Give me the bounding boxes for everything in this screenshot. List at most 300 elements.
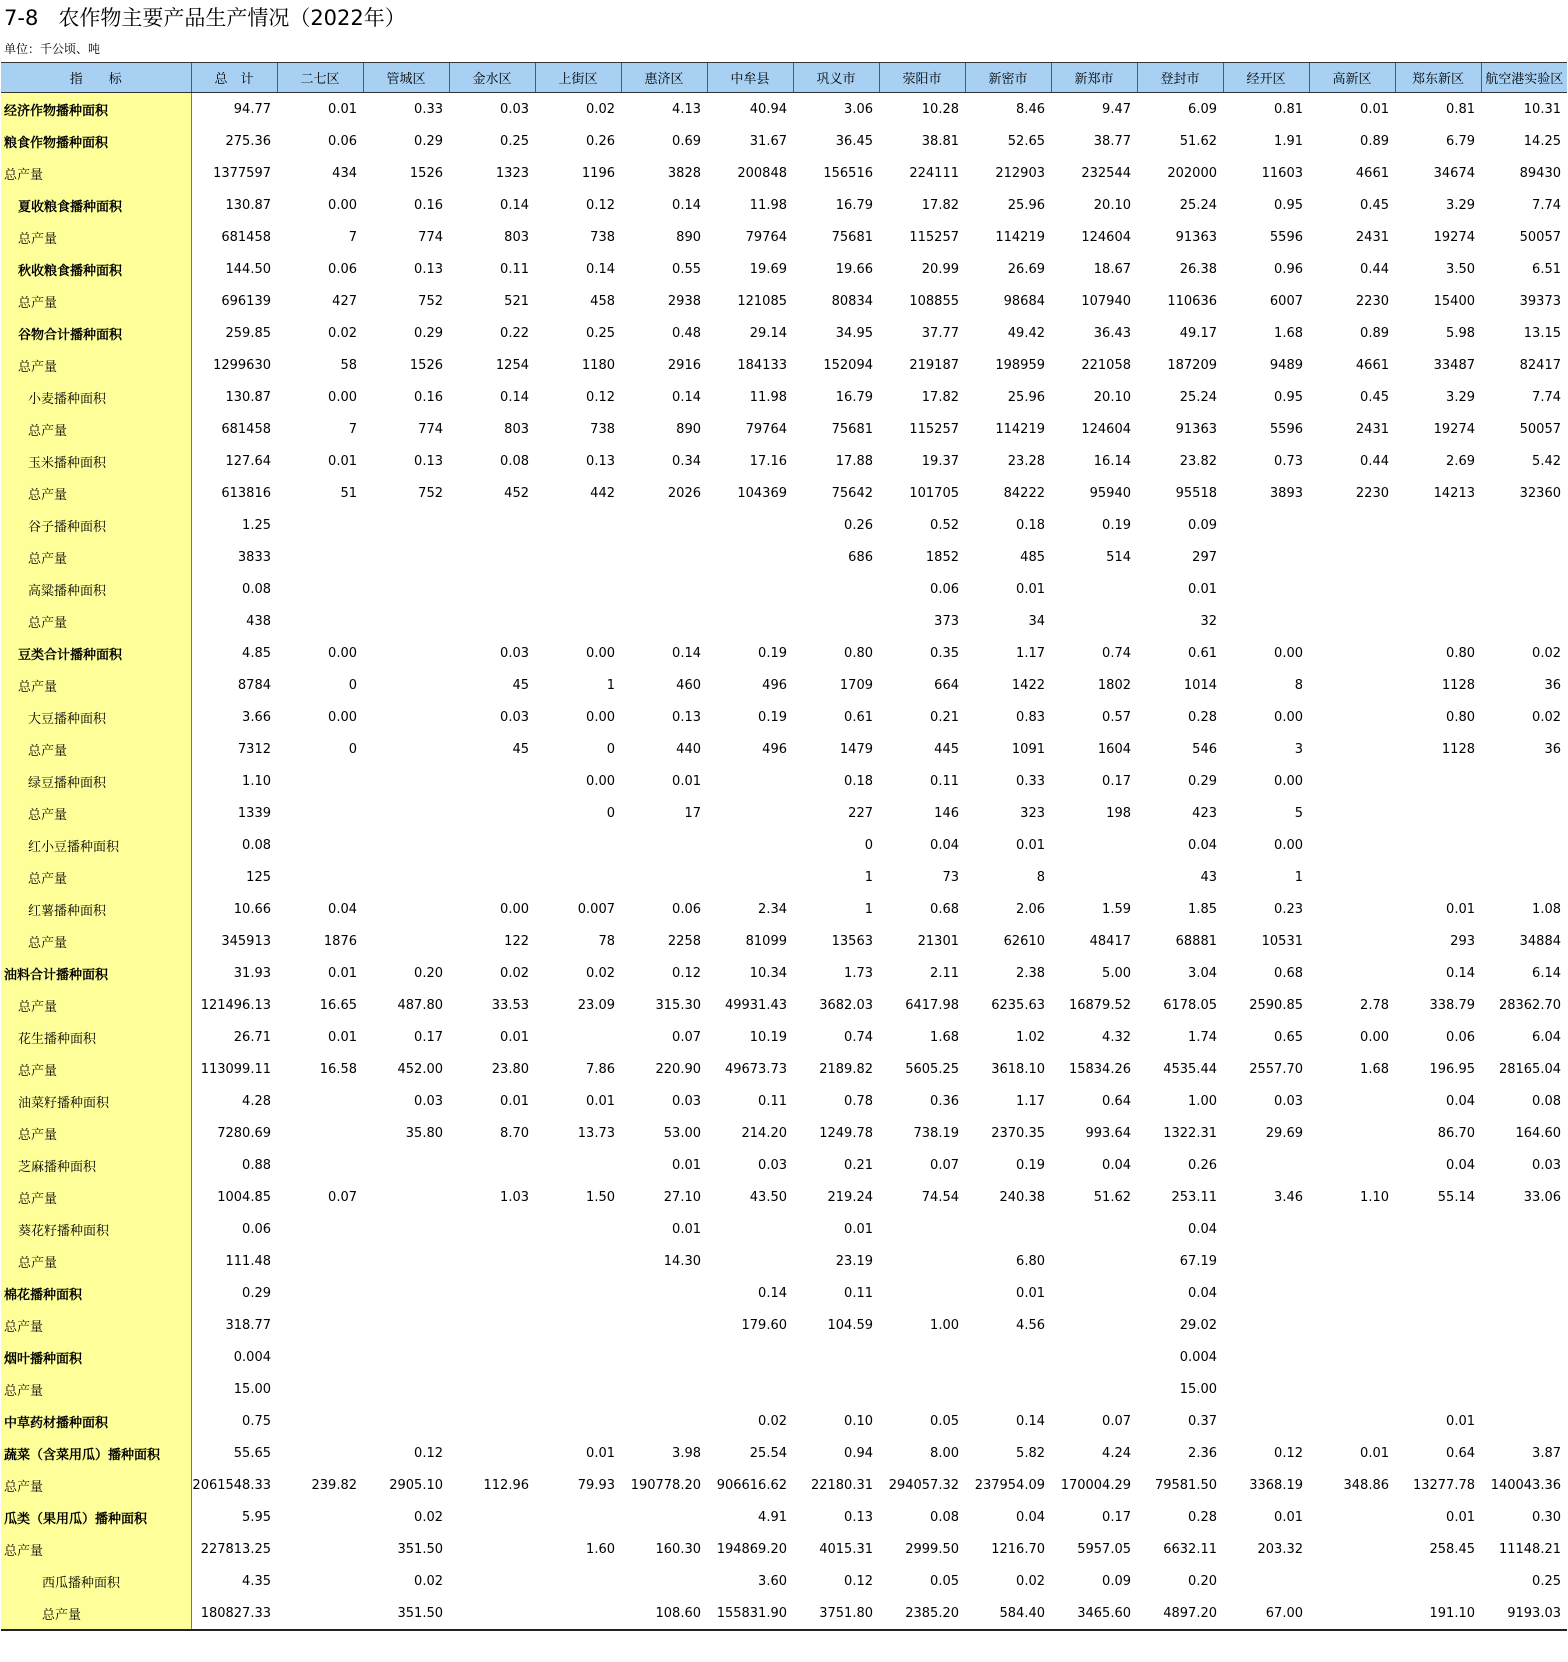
table-cell — [449, 573, 535, 605]
table-cell: 73 — [942, 869, 959, 885]
table-cell — [363, 573, 449, 605]
table-cell: 0.14 — [1016, 1413, 1045, 1429]
table-cell — [1309, 829, 1395, 861]
table-cell: 43 — [1200, 869, 1217, 885]
table-cell: 0.33 — [414, 101, 443, 117]
table-cell: 890 — [676, 421, 701, 437]
table-cell: 2189.82 — [819, 1061, 873, 1077]
table-cell: 345913 — [221, 933, 271, 949]
table-cell: 0.08 — [500, 453, 529, 469]
table-cell — [621, 1309, 707, 1341]
table-cell: 74.54 — [921, 1189, 959, 1205]
table-cell: 993.64 — [1085, 1125, 1131, 1141]
table-cell: 81099 — [745, 933, 787, 949]
table-cell: 0.20 — [414, 965, 443, 981]
table-cell — [707, 797, 793, 829]
table-cell — [1395, 765, 1481, 797]
table-cell — [1481, 509, 1567, 541]
row-label: 总产量 — [1, 1053, 191, 1085]
column-header: 金水区 — [449, 63, 535, 93]
row-label: 棉花播种面积 — [1, 1277, 191, 1309]
row-label: 总产量 — [1, 1245, 191, 1277]
table-cell: 200848 — [737, 165, 787, 181]
table-cell — [1395, 509, 1481, 541]
table-cell: 121496.13 — [200, 997, 271, 1013]
table-cell — [965, 1341, 1051, 1373]
table-cell: 0 — [606, 805, 615, 821]
table-cell: 0.13 — [672, 709, 701, 725]
table-cell: 3682.03 — [819, 997, 873, 1013]
table-cell: 7.74 — [1532, 197, 1561, 213]
table-cell: 4661 — [1355, 357, 1389, 373]
table-cell: 49673.73 — [724, 1061, 787, 1077]
table-cell: 0.64 — [1446, 1445, 1475, 1461]
row-label: 总产量 — [1, 1373, 191, 1405]
table-row — [1, 413, 1567, 445]
table-cell: 11603 — [1261, 165, 1303, 181]
table-cell: 187209 — [1167, 357, 1217, 373]
table-cell: 1377597 — [213, 165, 271, 181]
table-cell — [1481, 605, 1567, 637]
table-cell — [707, 1213, 793, 1245]
table-cell: 8 — [1036, 869, 1045, 885]
table-cell: 1.03 — [500, 1189, 529, 1205]
table-cell — [277, 1533, 363, 1565]
table-cell — [707, 605, 793, 637]
table-cell: 9489 — [1269, 357, 1303, 373]
table-cell: 8784 — [237, 677, 271, 693]
table-cell: 0.09 — [1188, 517, 1217, 533]
table-cell: 1422 — [1011, 677, 1045, 693]
table-cell: 91363 — [1175, 421, 1217, 437]
table-cell: 104369 — [737, 485, 787, 501]
table-cell: 0.01 — [1016, 581, 1045, 597]
table-cell — [535, 1213, 621, 1245]
row-label: 总产量 — [1, 1469, 191, 1501]
table-cell: 0.13 — [586, 453, 615, 469]
table-cell — [1309, 925, 1395, 957]
table-cell — [707, 829, 793, 861]
table-cell — [621, 605, 707, 637]
table-cell: 3.87 — [1532, 1445, 1561, 1461]
table-cell — [1051, 573, 1137, 605]
table-cell: 49931.43 — [724, 997, 787, 1013]
table-cell: 0.19 — [1016, 1157, 1045, 1173]
table-cell: 5605.25 — [905, 1061, 959, 1077]
table-cell: 0.07 — [328, 1189, 357, 1205]
table-cell — [1051, 1245, 1137, 1277]
table-cell: 0.01 — [586, 1445, 615, 1461]
table-cell: 14.25 — [1523, 133, 1561, 149]
table-row — [1, 157, 1567, 189]
row-label: 总产量 — [1, 925, 191, 957]
table-cell: 0.73 — [1274, 453, 1303, 469]
table-cell: 95940 — [1089, 485, 1131, 501]
table-cell: 6417.98 — [905, 997, 959, 1013]
table-cell — [1309, 1373, 1395, 1405]
table-cell — [1395, 861, 1481, 893]
table-cell: 0.14 — [758, 1285, 787, 1301]
table-cell: 0.89 — [1360, 133, 1389, 149]
table-cell: 10531 — [1261, 933, 1303, 949]
table-cell: 160.30 — [655, 1541, 701, 1557]
table-cell — [1481, 765, 1567, 797]
table-row — [1, 861, 1567, 893]
table-cell — [363, 1213, 449, 1245]
table-cell: 0.06 — [672, 901, 701, 917]
table-cell — [449, 1405, 535, 1437]
table-cell: 0.02 — [1016, 1573, 1045, 1589]
table-cell: 53.00 — [663, 1125, 701, 1141]
header-row — [1, 63, 1567, 93]
table-cell: 16.58 — [319, 1061, 357, 1077]
table-cell: 0.00 — [586, 773, 615, 789]
table-cell: 26.38 — [1179, 261, 1217, 277]
table-cell: 110636 — [1167, 293, 1217, 309]
table-cell — [793, 573, 879, 605]
table-cell — [621, 509, 707, 541]
table-cell — [1395, 1565, 1481, 1597]
table-cell: 0.11 — [758, 1093, 787, 1109]
table-cell: 2230 — [1355, 293, 1389, 309]
table-row — [1, 1437, 1567, 1469]
table-cell: 0.06 — [930, 581, 959, 597]
table-cell: 164.60 — [1515, 1125, 1561, 1141]
table-cell: 0.07 — [672, 1029, 701, 1045]
table-cell: 0.03 — [500, 709, 529, 725]
table-cell: 0.68 — [930, 901, 959, 917]
table-cell: 0.06 — [328, 261, 357, 277]
table-cell: 1.25 — [242, 517, 271, 533]
table-cell: 1091 — [1011, 741, 1045, 757]
table-cell — [621, 1565, 707, 1597]
table-cell: 170004.29 — [1060, 1477, 1131, 1493]
table-cell — [449, 861, 535, 893]
table-row — [1, 445, 1567, 477]
table-cell: 1.91 — [1274, 133, 1303, 149]
column-header: 荥阳市 — [879, 63, 965, 93]
table-cell: 112.96 — [483, 1477, 529, 1493]
row-label: 总产量 — [1, 733, 191, 765]
table-cell: 0.007 — [577, 901, 615, 917]
table-cell: 10.34 — [749, 965, 787, 981]
table-cell: 19274 — [1433, 229, 1475, 245]
table-cell — [1395, 797, 1481, 829]
table-cell: 0.01 — [1274, 1509, 1303, 1525]
table-cell: 219187 — [909, 357, 959, 373]
table-cell — [363, 893, 449, 925]
table-cell: 48417 — [1089, 933, 1131, 949]
table-cell — [277, 797, 363, 829]
table-cell: 338.79 — [1429, 997, 1475, 1013]
table-cell: 26.71 — [233, 1029, 271, 1045]
table-cell — [1223, 1309, 1309, 1341]
table-cell: 1.10 — [242, 773, 271, 789]
table-cell: 318.77 — [225, 1317, 271, 1333]
table-cell: 1.10 — [1360, 1189, 1389, 1205]
table-cell — [1051, 829, 1137, 861]
table-cell: 111.48 — [225, 1253, 271, 1269]
table-cell: 2938 — [667, 293, 701, 309]
table-cell: 43.50 — [749, 1189, 787, 1205]
table-cell: 3.29 — [1446, 197, 1475, 213]
table-cell: 17.88 — [835, 453, 873, 469]
table-cell: 0.08 — [1532, 1093, 1561, 1109]
table-cell — [1051, 861, 1137, 893]
table-cell — [1395, 1373, 1481, 1405]
table-cell: 13563 — [831, 933, 873, 949]
table-cell: 34 — [1028, 613, 1045, 629]
table-cell — [1481, 1341, 1567, 1373]
table-cell: 125 — [246, 869, 271, 885]
table-cell: 0.07 — [930, 1157, 959, 1173]
row-label: 总产量 — [1, 1181, 191, 1213]
table-cell — [277, 765, 363, 797]
table-cell: 1.59 — [1102, 901, 1131, 917]
table-cell: 16.79 — [835, 197, 873, 213]
table-cell — [1051, 1213, 1137, 1245]
table-cell: 0.17 — [414, 1029, 443, 1045]
table-cell: 0.07 — [1102, 1413, 1131, 1429]
table-cell: 3618.10 — [991, 1061, 1045, 1077]
table-row — [1, 1053, 1567, 1085]
table-row — [1, 1565, 1567, 1597]
table-cell — [363, 797, 449, 829]
table-cell: 0.02 — [414, 1573, 443, 1589]
table-cell — [1395, 1277, 1481, 1309]
table-cell: 0.36 — [930, 1093, 959, 1109]
table-cell — [535, 1021, 621, 1053]
table-cell — [363, 1309, 449, 1341]
table-cell: 17.82 — [921, 389, 959, 405]
row-label: 红薯播种面积 — [1, 893, 191, 925]
table-cell: 114219 — [995, 421, 1045, 437]
table-cell — [621, 861, 707, 893]
table-cell — [277, 1213, 363, 1245]
table-cell — [363, 701, 449, 733]
table-cell — [449, 1149, 535, 1181]
table-cell: 0.28 — [1188, 1509, 1217, 1525]
table-cell: 0.04 — [930, 837, 959, 853]
table-cell — [1309, 733, 1395, 765]
table-cell: 95518 — [1175, 485, 1217, 501]
table-cell: 198 — [1106, 805, 1131, 821]
table-cell — [363, 1149, 449, 1181]
table-cell: 0.00 — [328, 197, 357, 213]
table-cell: 0.02 — [1532, 645, 1561, 661]
table-cell: 0.04 — [1016, 1509, 1045, 1525]
table-cell: 55.14 — [1437, 1189, 1475, 1205]
table-cell: 1.00 — [930, 1317, 959, 1333]
table-cell — [535, 1245, 621, 1277]
table-row — [1, 189, 1567, 221]
table-cell: 50057 — [1519, 421, 1561, 437]
table-cell: 115257 — [909, 229, 959, 245]
table-cell: 34.95 — [835, 325, 873, 341]
table-cell — [1309, 765, 1395, 797]
table-row — [1, 573, 1567, 605]
row-label: 总产量 — [1, 669, 191, 701]
table-cell: 0.45 — [1360, 389, 1389, 405]
table-cell — [449, 509, 535, 541]
table-row — [1, 1373, 1567, 1405]
table-cell: 5596 — [1269, 229, 1303, 245]
table-cell: 0.11 — [930, 773, 959, 789]
table-cell: 6.04 — [1532, 1029, 1561, 1045]
table-row — [1, 477, 1567, 509]
table-cell: 203.32 — [1257, 1541, 1303, 1557]
column-header: 登封市 — [1137, 63, 1223, 93]
row-label: 谷物合计播种面积 — [1, 317, 191, 349]
row-label: 总产量 — [1, 541, 191, 573]
table-cell: 6.51 — [1532, 261, 1561, 277]
table-cell: 84222 — [1003, 485, 1045, 501]
table-cell: 1004.85 — [217, 1189, 271, 1205]
table-cell: 0.01 — [328, 965, 357, 981]
table-cell: 108855 — [909, 293, 959, 309]
table-cell — [1481, 861, 1567, 893]
table-cell: 2590.85 — [1249, 997, 1303, 1013]
table-title: 7-8 农作物主要产品生产情况（2022年） — [4, 6, 406, 30]
column-header: 惠济区 — [621, 63, 707, 93]
table-cell: 23.09 — [577, 997, 615, 1013]
table-cell — [1309, 573, 1395, 605]
table-cell: 8.70 — [500, 1125, 529, 1141]
table-cell: 227 — [848, 805, 873, 821]
table-cell — [1309, 1149, 1395, 1181]
table-cell: 0.26 — [844, 517, 873, 533]
table-cell: 259.85 — [225, 325, 271, 341]
table-cell: 445 — [934, 741, 959, 757]
table-cell: 37.77 — [921, 325, 959, 341]
table-cell: 1.68 — [1360, 1061, 1389, 1077]
row-label: 总产量 — [1, 477, 191, 509]
table-cell: 0 — [348, 741, 357, 757]
table-cell: 34674 — [1433, 165, 1475, 181]
unit-note: 单位：千公顷、吨 — [4, 42, 101, 56]
table-cell: 36 — [1544, 677, 1561, 693]
table-row — [1, 893, 1567, 925]
table-cell: 0.04 — [1102, 1157, 1131, 1173]
table-cell: 68881 — [1175, 933, 1217, 949]
table-cell: 1128 — [1441, 741, 1475, 757]
table-cell: 2.36 — [1188, 1445, 1217, 1461]
table-cell: 1 — [864, 869, 873, 885]
table-cell — [707, 573, 793, 605]
table-cell — [535, 541, 621, 573]
table-cell: 29.69 — [1265, 1125, 1303, 1141]
row-label: 总产量 — [1, 861, 191, 893]
table-cell: 0.17 — [1102, 1509, 1131, 1525]
table-cell: 0.04 — [1188, 1221, 1217, 1237]
table-cell — [277, 1565, 363, 1597]
table-cell: 3465.60 — [1051, 1597, 1137, 1630]
table-cell: 180827.33 — [191, 1597, 277, 1630]
table-cell: 0.05 — [930, 1573, 959, 1589]
table-cell: 0.12 — [1274, 1445, 1303, 1461]
table-cell: 1 — [1294, 869, 1303, 885]
table-cell — [1309, 669, 1395, 701]
table-cell: 45 — [512, 677, 529, 693]
table-cell — [1309, 1501, 1395, 1533]
table-cell — [621, 1341, 707, 1373]
table-cell: 0.19 — [758, 645, 787, 661]
table-cell — [449, 1373, 535, 1405]
table-cell: 0.01 — [1016, 1285, 1045, 1301]
row-label: 谷子播种面积 — [1, 509, 191, 541]
table-cell: 0.68 — [1274, 965, 1303, 981]
table-cell — [449, 765, 535, 797]
table-cell: 1323 — [495, 165, 529, 181]
table-cell: 752 — [418, 485, 443, 501]
table-cell: 58 — [340, 357, 357, 373]
table-cell: 613816 — [221, 485, 271, 501]
table-cell: 38.77 — [1093, 133, 1131, 149]
table-cell: 664 — [934, 677, 959, 693]
table-cell: 2.78 — [1360, 997, 1389, 1013]
table-cell: 20.10 — [1093, 389, 1131, 405]
table-cell: 0.02 — [500, 965, 529, 981]
table-cell: 0.01 — [500, 1093, 529, 1109]
table-cell — [1309, 1085, 1395, 1117]
row-label: 总产量 — [1, 1597, 191, 1630]
table-row — [1, 1597, 1567, 1630]
table-cell: 0.14 — [672, 197, 701, 213]
table-cell: 1 — [864, 901, 873, 917]
column-header: 巩义市 — [793, 63, 879, 93]
table-body — [1, 93, 1567, 1631]
table-cell: 0.10 — [844, 1413, 873, 1429]
table-cell: 1322.31 — [1163, 1125, 1217, 1141]
table-cell: 19.69 — [749, 261, 787, 277]
table-cell: 80834 — [831, 293, 873, 309]
row-label: 总产量 — [1, 1533, 191, 1565]
table-cell: 3368.19 — [1249, 1477, 1303, 1493]
table-cell — [1395, 829, 1481, 861]
table-cell: 0.14 — [1446, 965, 1475, 981]
table-cell: 79764 — [745, 421, 787, 437]
table-cell: 5.98 — [1446, 325, 1475, 341]
table-cell: 906616.62 — [716, 1477, 787, 1493]
table-cell: 0.03 — [672, 1093, 701, 1109]
table-cell — [535, 1309, 621, 1341]
table-cell: 0.26 — [586, 133, 615, 149]
table-cell: 275.36 — [225, 133, 271, 149]
table-cell: 25.24 — [1179, 389, 1217, 405]
table-cell: 9193.03 — [1481, 1597, 1567, 1630]
table-cell — [1395, 573, 1481, 605]
row-label: 瓜类（果用瓜）播种面积 — [1, 1501, 191, 1533]
table-cell — [965, 1213, 1051, 1245]
table-cell: 3.60 — [758, 1573, 787, 1589]
row-label: 总产量 — [1, 349, 191, 381]
table-cell: 13.73 — [577, 1125, 615, 1141]
table-cell — [277, 829, 363, 861]
table-cell: 438 — [246, 613, 271, 629]
table-cell — [1481, 1405, 1567, 1437]
table-cell — [449, 1565, 535, 1597]
table-cell: 440 — [676, 741, 701, 757]
table-cell: 0.08 — [930, 1509, 959, 1525]
table-cell: 0.25 — [500, 133, 529, 149]
table-cell: 23.19 — [835, 1253, 873, 1269]
table-cell: 5.82 — [1016, 1445, 1045, 1461]
table-cell: 0.03 — [500, 101, 529, 117]
table-cell — [277, 1501, 363, 1533]
table-cell — [535, 1373, 621, 1405]
table-cell — [449, 605, 535, 637]
table-row — [1, 285, 1567, 317]
